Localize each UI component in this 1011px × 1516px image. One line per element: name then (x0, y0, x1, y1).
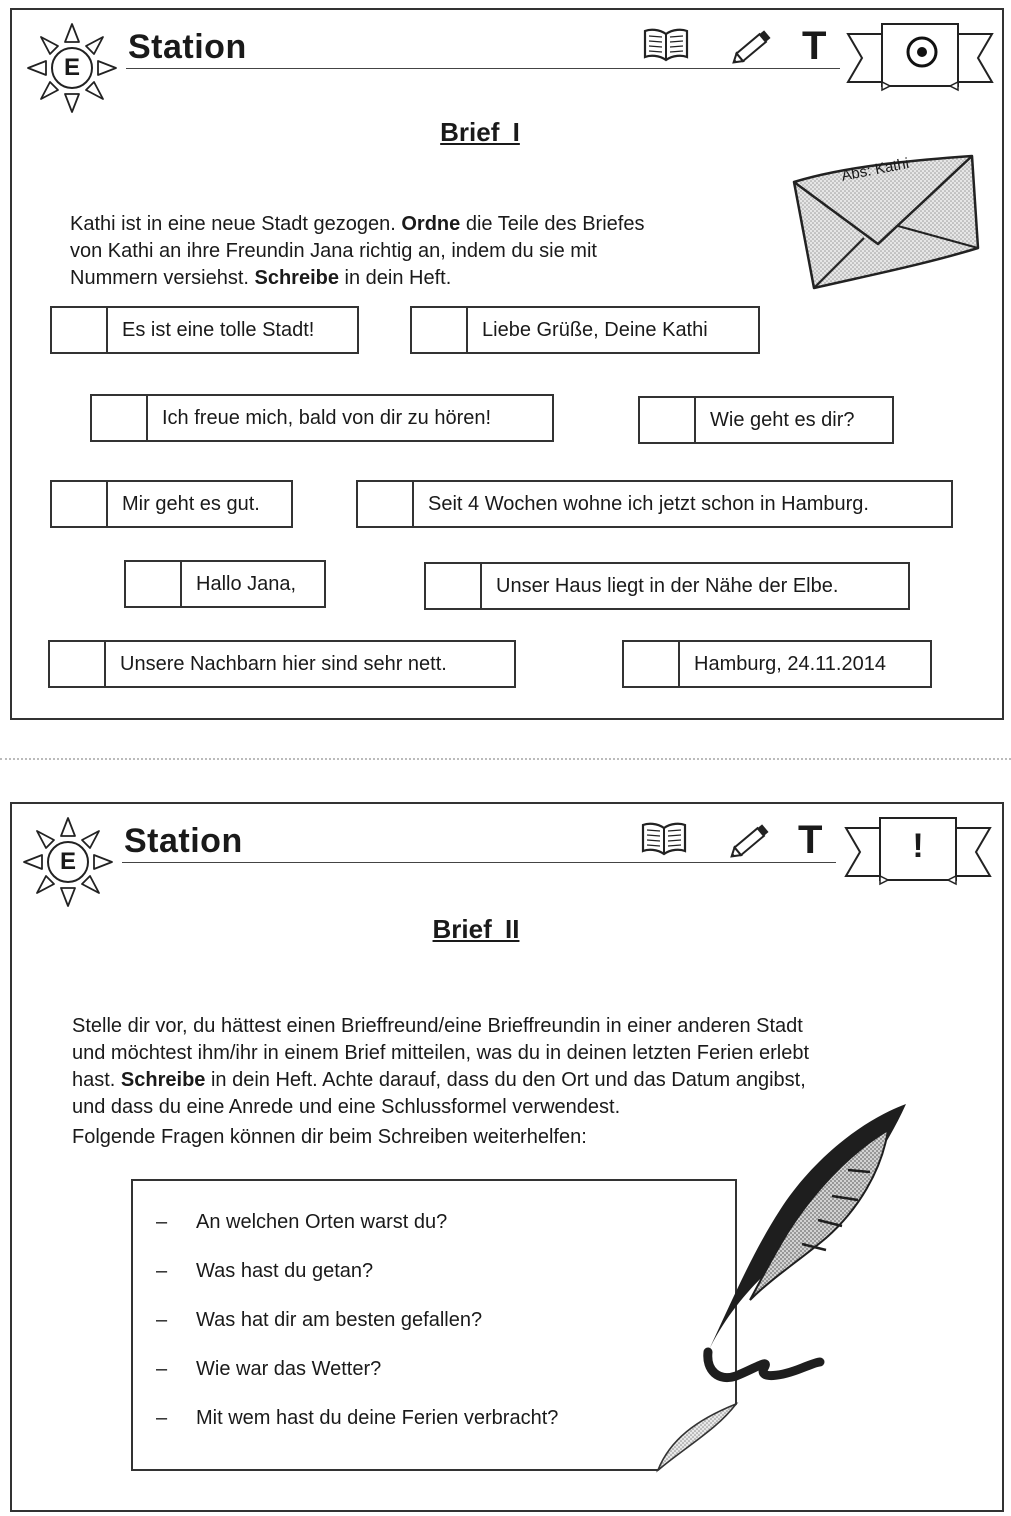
question-text: Wie war das Wetter? (196, 1358, 382, 1380)
strip-text: Seit 4 Wochen wohne ich jetzt schon in Hamburg. (428, 492, 869, 515)
questions-list (134, 1198, 694, 1443)
strip-8 (424, 562, 910, 610)
instruction-part-bold: Schreibe (120, 1069, 206, 1091)
instruction-part: Kathi ist in eine neue Stadt gezogen. (70, 213, 402, 235)
number-box[interactable] (358, 482, 414, 526)
instruction-part: in dein Heft. (338, 267, 452, 289)
exclamation-icon: ! (912, 827, 924, 865)
station-card-brief-2 (10, 802, 1004, 1512)
strip-6 (356, 480, 953, 528)
number-box[interactable] (426, 564, 482, 608)
header-rule (122, 862, 836, 863)
cut-line-divider (0, 758, 1011, 760)
strip-7 (124, 560, 326, 608)
strip-1 (50, 306, 359, 354)
instruction-part: Stelle dir vor, du hättest einen Brieffreund/eine Brieffreundin in einer anderen Stadt und möchtest ihm/ihr in einem Brief mitteilen, was du in deinen letzten Ferien erlebt hast. (72, 1015, 810, 1091)
strip-9 (48, 640, 516, 688)
instruction-part: von Kathi an ihre Freundin Jana richtig an, indem du sie mit Nummern versiehst. (70, 240, 597, 289)
question-text: An welchen Orten warst du? (196, 1211, 448, 1233)
instruction-part: in dein Heft. Achte darauf, dass du den Ort und das Datum angibst, und dass du eine Anrede und eine Schlussformel verwendest. (72, 1069, 806, 1118)
question-text: Was hat dir am besten gefallen? (196, 1309, 483, 1331)
question-text: Mit wem hast du deine Ferien verbracht? (196, 1407, 559, 1429)
list-item (134, 1296, 694, 1345)
list-dash: – (156, 1260, 168, 1282)
header-rule (126, 68, 840, 69)
strip-text: Unsere Nachbarn hier sind sehr nett. (120, 652, 447, 675)
list-item (134, 1394, 694, 1443)
quill-feather-icon (662, 1100, 922, 1400)
card-title: Brief I (440, 117, 520, 147)
card-title: Brief II (432, 914, 520, 944)
badge-letter: E (59, 848, 76, 875)
book-icon (640, 820, 688, 858)
strip-5 (50, 480, 293, 528)
pencil-icon (726, 820, 774, 862)
list-dash: – (156, 1358, 168, 1380)
instruction-part-bold: Ordne (401, 213, 461, 235)
station-label: Station (128, 28, 247, 66)
strip-text: Ich freue mich, bald von dir zu hören! (162, 406, 492, 429)
list-dash: – (156, 1309, 168, 1331)
number-box[interactable] (412, 308, 468, 352)
number-box[interactable] (126, 562, 182, 606)
strip-2 (410, 306, 760, 354)
number-box[interactable] (640, 398, 696, 442)
strip-text: Liebe Grüße, Deine Kathi (482, 318, 708, 341)
list-dash: – (156, 1211, 168, 1233)
number-box[interactable] (92, 396, 148, 440)
strip-text: Es ist eine tolle Stadt! (122, 318, 315, 341)
badge-letter: E (63, 54, 80, 81)
instruction-part: die Teile des Briefes (460, 213, 645, 235)
number-box[interactable] (50, 642, 106, 686)
strip-text: Hallo Jana, (196, 572, 297, 595)
strip-10 (622, 640, 932, 688)
strip-3 (90, 394, 554, 442)
station-label: Station (124, 822, 243, 860)
number-box[interactable] (52, 308, 108, 352)
instruction-text (70, 184, 780, 292)
list-item (134, 1345, 694, 1394)
text-t-icon: T (798, 818, 823, 862)
station-card-brief-1 (10, 8, 1004, 720)
number-box[interactable] (52, 482, 108, 526)
list-item (134, 1247, 694, 1296)
text-t-icon: T (802, 24, 827, 68)
instruction-part-bold: Schreibe (254, 267, 339, 289)
book-icon (642, 26, 690, 64)
strip-text: Hamburg, 24.11.2014 (694, 652, 886, 675)
strip-text: Mir geht es gut. (122, 492, 260, 515)
number-box[interactable] (624, 642, 680, 686)
list-dash: – (156, 1407, 168, 1429)
question-text: Was hast du getan? (196, 1260, 374, 1282)
envelope-sender-label: Abs: Kathi (840, 154, 911, 185)
pencil-icon (728, 26, 776, 68)
strip-text: Unser Haus liegt in der Nähe der Elbe. (496, 574, 839, 597)
strip-text: Wie geht es dir? (710, 408, 855, 431)
target-icon (902, 32, 942, 72)
strip-4 (638, 396, 894, 444)
prompt-text: Folgende Fragen können dir beim Schreiben weiterhelfen: (72, 1126, 587, 1148)
list-item (134, 1198, 694, 1247)
